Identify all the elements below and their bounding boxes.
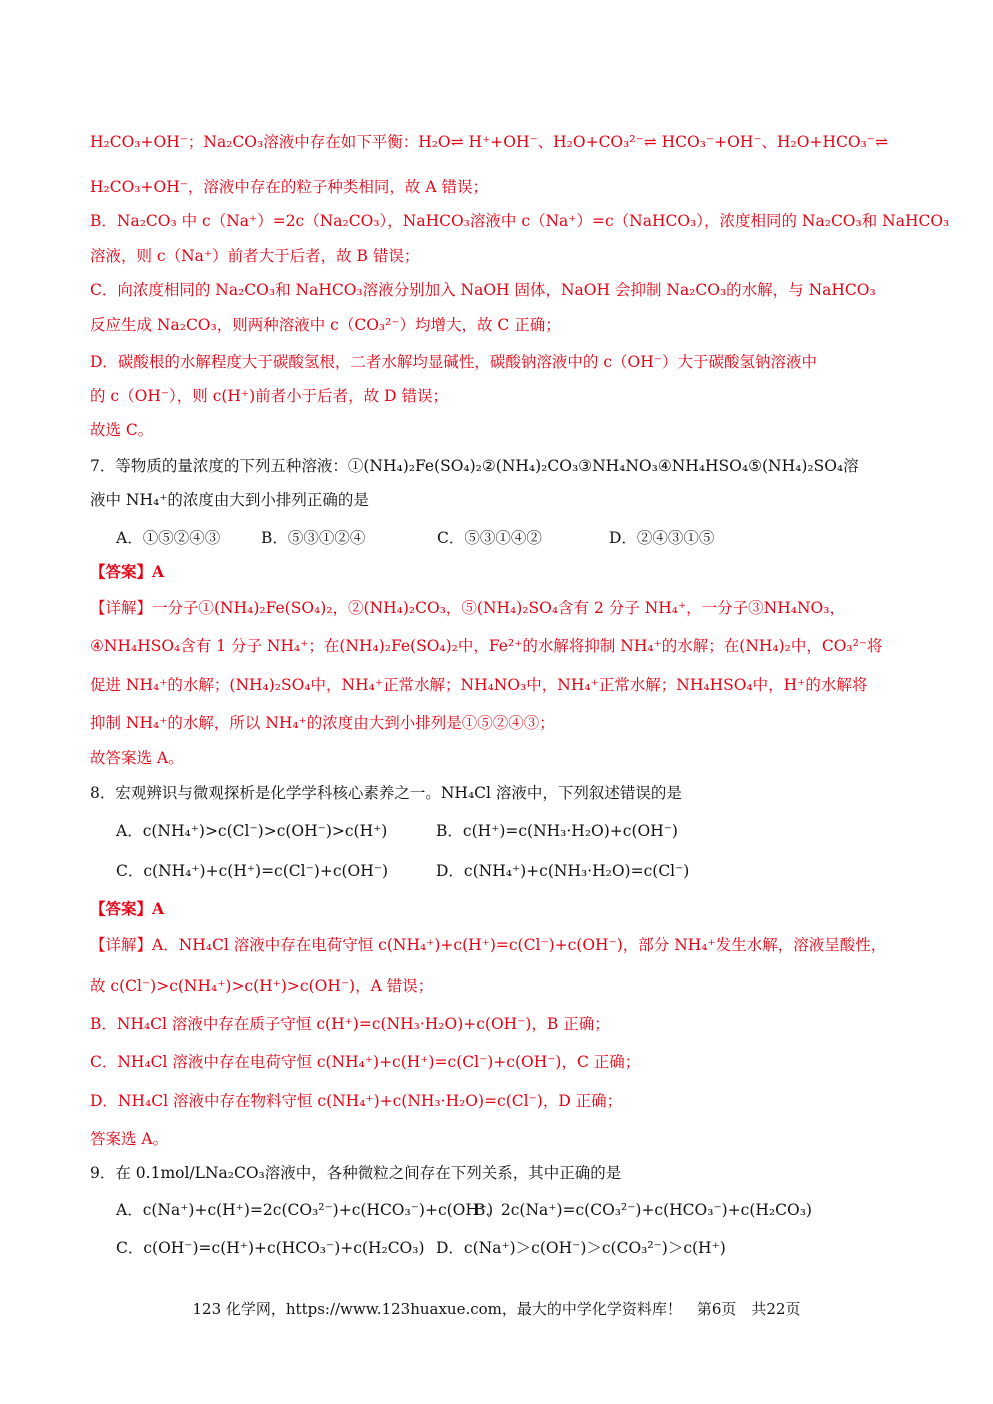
question-9-stem: 9．在 0.1mol/LNa₂CO₃溶液中，各种微粒之间存在下列关系，其中正确的是	[90, 1164, 622, 1182]
option-b: B．⑤③①②④	[261, 529, 366, 547]
text-line: 答案选 A。	[90, 1130, 169, 1148]
text-line: D．NH₄Cl 溶液中存在物料守恒 c(NH₄⁺)+c(NH₃·H₂O)=c(Cl⁻)，D 正确；	[90, 1092, 623, 1110]
text-line: C．向浓度相同的 Na₂CO₃和 NaHCO₃溶液分别加入 NaOH 固体，NaOH 会抑制 Na₂CO₃的水解，与 NaHCO₃	[90, 281, 876, 299]
text-line: 故 c(Cl⁻)>c(NH₄⁺)>c(H⁺)>c(OH⁻)，A 错误；	[90, 977, 434, 995]
text-line: B．NH₄Cl 溶液中存在质子守恒 c(H⁺)=c(NH₃·H₂O)+c(OH⁻)，B 正确；	[90, 1015, 610, 1033]
text-line: ④NH₄HSO₄含有 1 分子 NH₄⁺；在(NH₄)₂Fe(SO₄)₂中，Fe²⁺的水解将抑制 NH₄⁺的水解；在(NH₄)₂中，CO₃²⁻将	[90, 637, 883, 655]
question-9-options-row1	[116, 1200, 876, 1220]
option-c: C．c(OH⁻)=c(H⁺)+c(HCO₃⁻)+c(H₂CO₃)	[116, 1239, 425, 1257]
text-line: 促进 NH₄⁺的水解；(NH₄)₂SO₄中，NH₄⁺正常水解；NH₄NO₃中，NH₄⁺正常水解；NH₄HSO₄中，H⁺的水解将	[90, 676, 868, 694]
option-d: D．c(Na⁺)＞c(OH⁻)＞c(CO₃²⁻)＞c(H⁺)	[436, 1239, 726, 1257]
question-9-options-row2	[116, 1238, 876, 1258]
question-7-options	[116, 528, 816, 548]
question-8-options-row1	[116, 821, 816, 841]
text-line: C．NH₄Cl 溶液中存在电荷守恒 c(NH₄⁺)+c(H⁺)=c(Cl⁻)+c(OH⁻)，C 正确；	[90, 1053, 641, 1071]
text-line: 故选 C。	[90, 421, 154, 439]
option-d: D．②④③①⑤	[609, 529, 715, 547]
option-a: A．①⑤②④③	[116, 529, 221, 547]
text-line: B．Na₂CO₃ 中 c（Na⁺）=2c（Na₂CO₃），NaHCO₃溶液中 c（Na⁺）=c（NaHCO₃），浓度相同的 Na₂CO₃和 NaHCO₃	[90, 212, 950, 230]
option-d: D．c(NH₄⁺)+c(NH₃·H₂O)=c(Cl⁻)	[436, 862, 690, 880]
text-line: D．碳酸根的水解程度大于碳酸氢根，二者水解均显碱性，碳酸钠溶液中的 c（OH⁻）大于碳酸氢钠溶液中	[90, 353, 817, 371]
text-line: 的 c（OH⁻），则 c(H⁺)前者小于后者，故 D 错误；	[90, 387, 448, 405]
text-line: 抑制 NH₄⁺的水解，所以 NH₄⁺的浓度由大到小排列是①⑤②④③；	[90, 714, 555, 732]
question-8-options-row2	[116, 861, 816, 881]
question-7-stem: 7．等物质的量浓度的下列五种溶液：①(NH₄)₂Fe(SO₄)₂②(NH₄)₂CO₃③NH₄NO₃④NH₄HSO₄⑤(NH₄)₂SO₄溶	[90, 457, 859, 475]
answer-label: 【答案】A	[90, 899, 165, 918]
option-a: A．c(NH₄⁺)>c(Cl⁻)>c(OH⁻)>c(H⁺)	[116, 822, 388, 840]
option-c: C．⑤③①④②	[437, 529, 542, 547]
option-b: B．2c(Na⁺)=c(CO₃²⁻)+c(HCO₃⁻)+c(H₂CO₃)	[474, 1201, 812, 1219]
question-7-stem-cont: 液中 NH₄⁺的浓度由大到小排列正确的是	[90, 491, 369, 509]
text-line: H₂CO₃+OH⁻；Na₂CO₃溶液中存在如下平衡：H₂O⇌ H⁺+OH⁻、H₂O+CO₃²⁻⇌ HCO₃⁻+OH⁻、H₂O+HCO₃⁻⇌	[90, 133, 888, 151]
text-line: H₂CO₃+OH⁻，溶液中存在的粒子种类相同，故 A 错误；	[90, 178, 488, 196]
text-line: 故答案选 A。	[90, 749, 184, 767]
text-line: 【详解】A．NH₄Cl 溶液中存在电荷守恒 c(NH₄⁺)+c(H⁺)=c(Cl⁻)+c(OH⁻)，部分 NH₄⁺发生水解，溶液呈酸性，	[90, 936, 887, 954]
text-line: 【详解】一分子①(NH₄)₂Fe(SO₄)₂，②(NH₄)₂CO₃，⑤(NH₄)₂SO₄含有 2 分子 NH₄⁺，一分子③NH₄NO₃，	[90, 599, 845, 617]
option-a: A．c(Na⁺)+c(H⁺)=2c(CO₃²⁻)+c(HCO₃⁻)+c(OH⁻)	[116, 1201, 494, 1219]
option-c: C．c(NH₄⁺)+c(H⁺)=c(Cl⁻)+c(OH⁻)	[116, 862, 388, 880]
text-line: 反应生成 Na₂CO₃，则两种溶液中 c（CO₃²⁻）均增大，故 C 正确；	[90, 316, 561, 334]
page-footer: 123 化学网，https://www.123huaxue.com，最大的中学化学资料库！ 第6页 共22页	[192, 1300, 801, 1318]
text-line: 溶液，则 c（Na⁺）前者大于后者，故 B 错误；	[90, 247, 420, 265]
option-b: B．c(H⁺)=c(NH₃·H₂O)+c(OH⁻)	[436, 822, 678, 840]
question-8-stem: 8．宏观辨识与微观探析是化学学科核心素养之一。NH₄Cl 溶液中，下列叙述错误的是	[90, 784, 682, 802]
answer-label: 【答案】A	[90, 562, 165, 581]
